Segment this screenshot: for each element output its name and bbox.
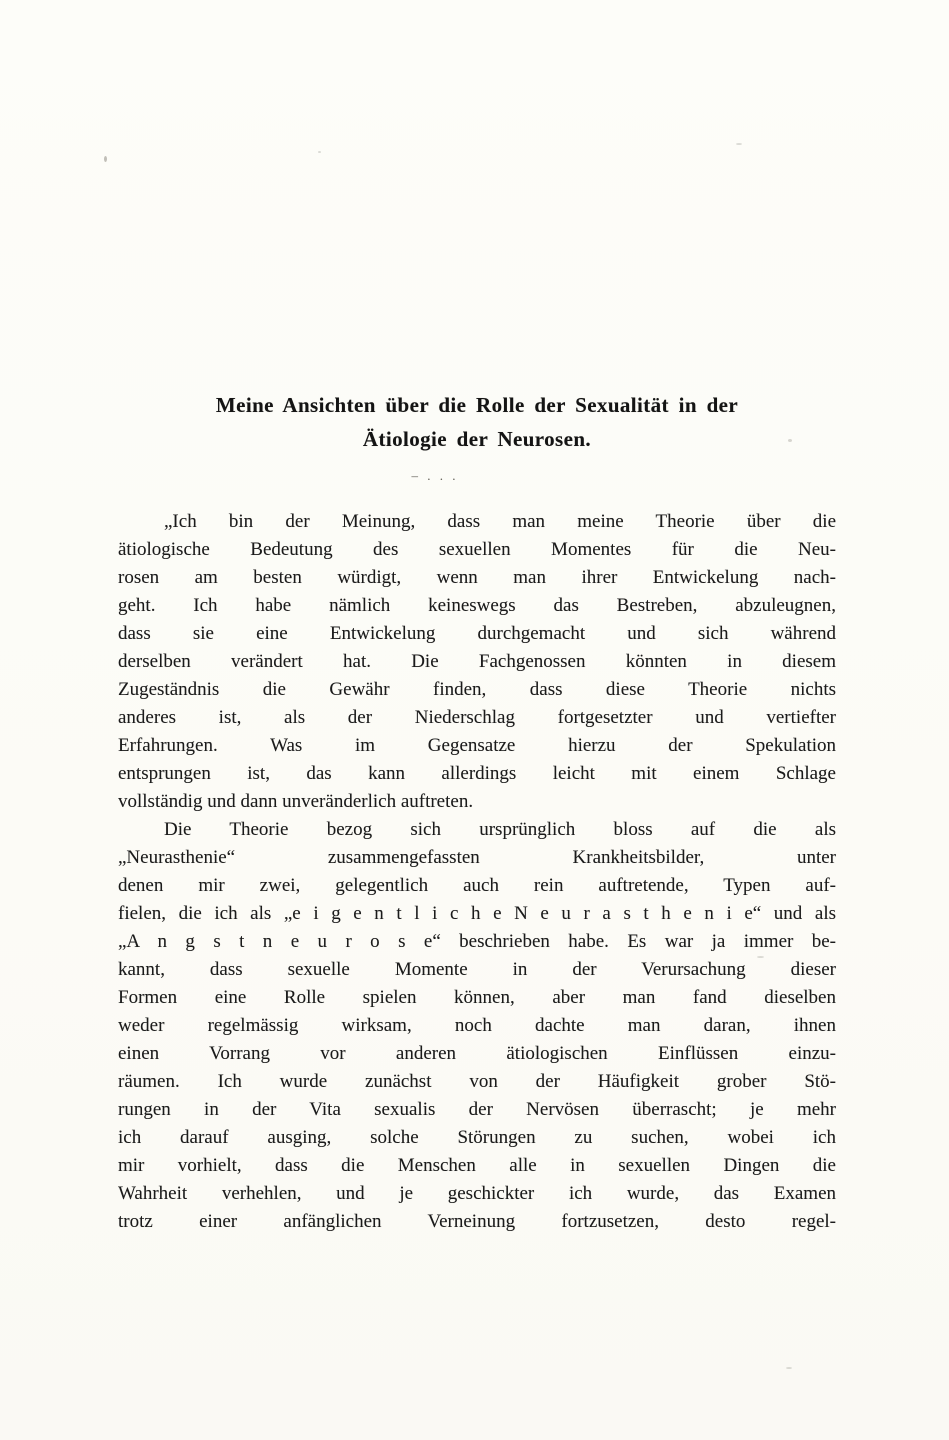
- text-line: rosen am besten würdigt, wenn man ihrer Entwickelung nach-: [118, 567, 836, 588]
- text-line: Die Theorie bezog sich ursprünglich bloss auf die als: [164, 819, 836, 840]
- page-title-line-2: Ätiologie der Neurosen.: [362, 427, 592, 451]
- text-line: denen mir zwei, gelegentlich auch rein auftretende, Typen auf-: [118, 875, 836, 896]
- text-line: „Neurasthenie“ zusammengefassten Krankheitsbilder, unter: [118, 847, 836, 868]
- text-line: vollständig und dann unveränderlich auftreten.: [118, 791, 474, 812]
- scan-artifact: [318, 151, 321, 153]
- text-line: räumen. Ich wurde zunächst von der Häufigkeit grober Stö-: [118, 1071, 836, 1092]
- page-title-line-1: Meine Ansichten über die Rolle der Sexualität in der: [215, 393, 739, 417]
- scan-artifact: [736, 143, 742, 145]
- text-line: „A n g s t n e u r o s e“ beschrieben habe. Es war ja immer be-: [118, 931, 836, 952]
- text-line: derselben verändert hat. Die Fachgenossen könnten in diesem: [118, 651, 836, 672]
- text-line: Formen eine Rolle spielen können, aber man fand dieselben: [118, 987, 836, 1008]
- text-line: einen Vorrang vor anderen ätiologischen Einflüssen einzu-: [118, 1043, 836, 1064]
- text-line: trotz einer anfänglichen Verneinung fortzusetzen, desto regel-: [118, 1211, 836, 1232]
- text-line: ich darauf ausging, solche Störungen zu suchen, wobei ich: [118, 1127, 836, 1148]
- paragraph: [118, 508, 836, 816]
- paragraphs: [118, 508, 836, 1236]
- scan-artifact: [786, 1367, 792, 1369]
- scan-artifact: [104, 156, 107, 162]
- text-line: Erfahrungen. Was im Gegensatze hierzu der Spekulation: [118, 735, 836, 756]
- text-line: fielen, die ich als „e i g e n t l i c h e N e u r a s t h e n i e“ und als: [118, 903, 836, 924]
- text-line: weder regelmässig wirksam, noch dachte man daran, ihnen: [118, 1015, 836, 1036]
- text-line: anderes ist, als der Niederschlag fortgesetzter und vertiefter: [118, 707, 836, 728]
- text-line: mir vorhielt, dass die Menschen alle in sexuellen Dingen die: [118, 1155, 836, 1176]
- text-line: Zugeständnis die Gewähr finden, dass diese Theorie nichts: [118, 679, 836, 700]
- text-line: entsprungen ist, das kann allerdings leicht mit einem Schlage: [118, 763, 836, 784]
- text-line: ätiologische Bedeutung des sexuellen Momentes für die Neu-: [118, 539, 836, 560]
- text-line: geht. Ich habe nämlich keineswegs das Bestreben, abzuleugnen,: [118, 595, 836, 616]
- text-line: kannt, dass sexuelle Momente in der Verursachung dieser: [118, 959, 836, 980]
- text-column: [118, 388, 836, 1236]
- text-line: rungen in der Vita sexualis der Nervösen überrascht; je mehr: [118, 1099, 836, 1120]
- page-title: [118, 388, 836, 456]
- paragraph: [118, 816, 836, 1236]
- title-separator: – . . .: [411, 468, 459, 483]
- text-line: Wahrheit verhehlen, und je geschickter ich wurde, das Examen: [118, 1183, 836, 1204]
- text-line: dass sie eine Entwickelung durchgemacht und sich während: [118, 623, 836, 644]
- text-line: „Ich bin der Meinung, dass man meine Theorie über die: [164, 511, 836, 532]
